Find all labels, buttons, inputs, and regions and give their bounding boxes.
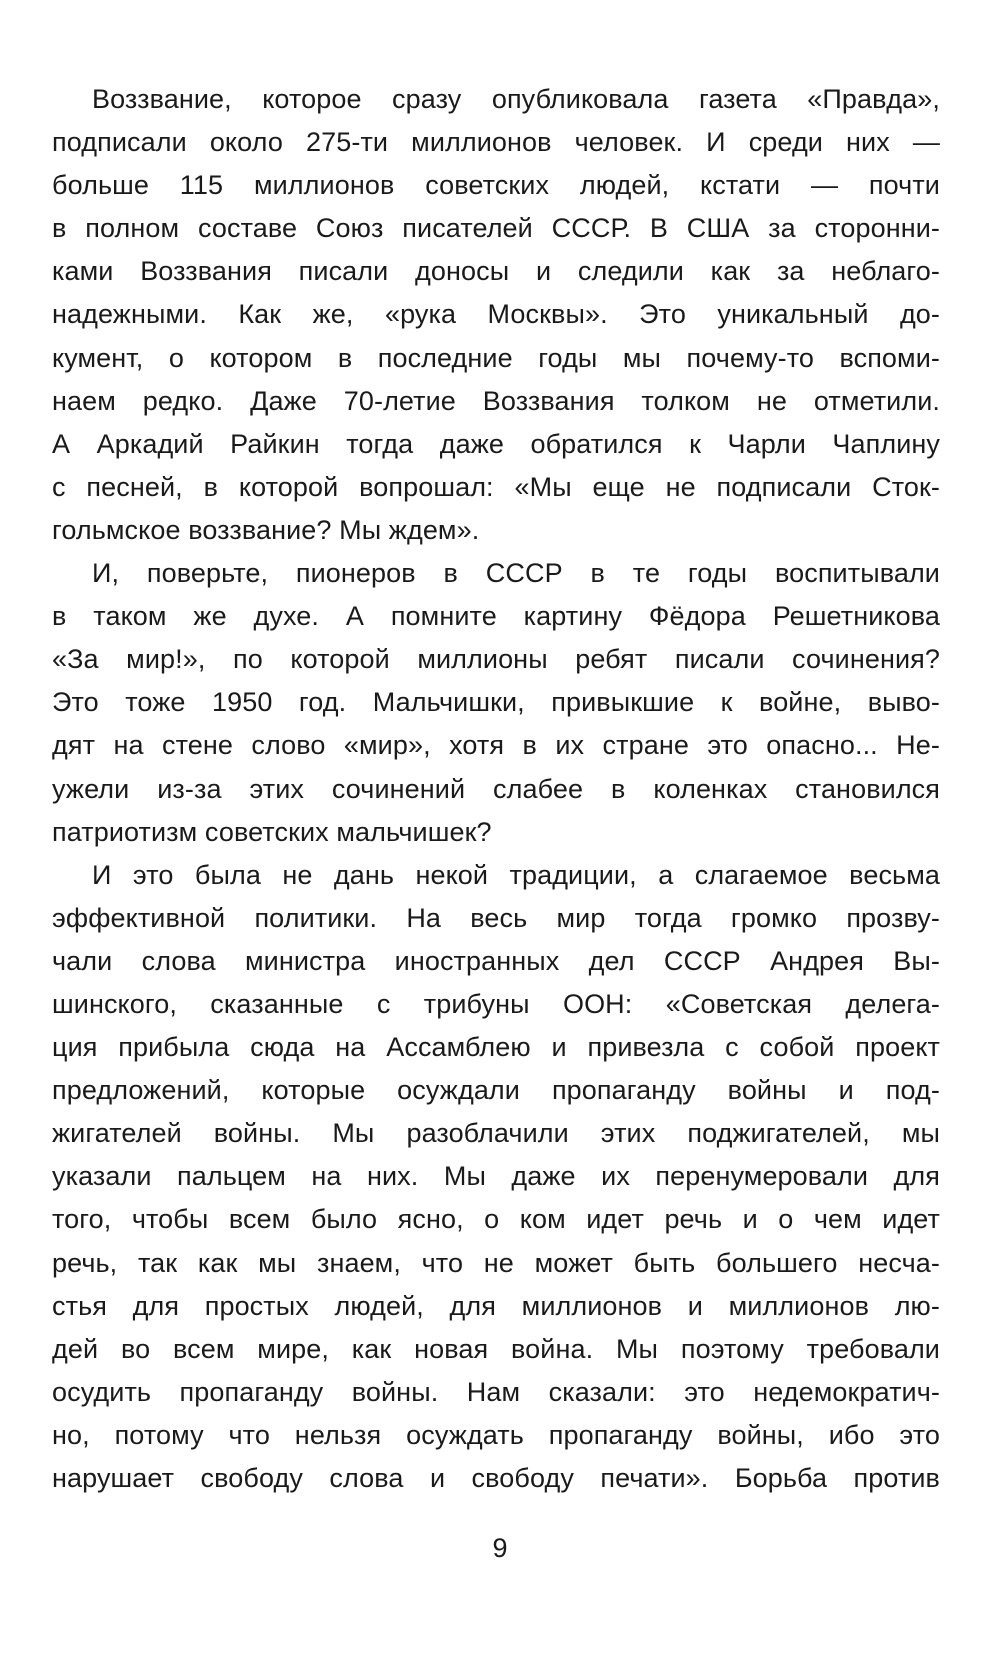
text-line: подписали около 275-ти миллионов человек. И среди них — xyxy=(52,127,940,158)
text-line: эффективной политики. На весь мир тогда громко прозву- xyxy=(52,902,940,933)
text-line: того, чтобы всем было ясно, о ком идет речь и о чем идет xyxy=(52,1204,940,1235)
text-line: Это тоже 1950 год. Мальчишки, привыкшие к войне, выво- xyxy=(52,687,940,718)
text-line: в полном составе Союз писателей СССР. В США за сторонни- xyxy=(52,213,940,244)
text-line: осудить пропаганду войны. Нам сказали: это недемократич- xyxy=(52,1376,940,1407)
text-line: кумент, о котором в последние годы мы почему-то вспоми- xyxy=(52,342,940,373)
text-line: нарушает свободу слова и свободу печати». Борьба против xyxy=(52,1463,940,1493)
text-line: жигателей войны. Мы разоблачили этих поджигателей, мы xyxy=(52,1118,940,1149)
text-line: надежными. Как же, «рука Москвы». Это уникальный до- xyxy=(52,299,940,330)
text-line: с песней, в которой вопрошал: «Мы еще не подписали Сток- xyxy=(52,471,940,502)
text-line: дят на стене слово «мир», хотя в их стране это опасно... Не- xyxy=(52,730,940,761)
text-line: дей во всем мире, как новая война. Мы поэтому требовали xyxy=(52,1333,940,1364)
text-line: И, поверьте, пионеров в СССР в те годы воспитывали xyxy=(92,558,940,589)
text-line: больше 115 миллионов советских людей, кстати — почти xyxy=(52,170,940,201)
text-line: шинского, сказанные с трибуны ООН: «Советская делега- xyxy=(52,988,940,1019)
text-line: И это была не дань некой традиции, а слагаемое весьма xyxy=(92,859,940,890)
text-line: гольмское воззвание? Мы ждем». xyxy=(52,514,480,545)
text-line: Воззвание, которое сразу опубликовала газета «Правда», xyxy=(92,84,940,114)
text-line: А Аркадий Райкин тогда даже обратился к Чарли Чаплину xyxy=(52,428,940,459)
text-line: но, потому что нельзя осуждать пропаганду войны, ибо это xyxy=(52,1419,940,1450)
text-line: речь, так как мы знаем, что не может быть большего несча- xyxy=(52,1247,940,1278)
text-line: стья для простых людей, для миллионов и миллионов лю- xyxy=(52,1290,940,1321)
body-text xyxy=(52,78,940,1500)
text-line: указали пальцем на них. Мы даже их перенумеровали для xyxy=(52,1161,940,1192)
page-number: 9 xyxy=(492,1533,508,1563)
text-line: в таком же духе. А помните картину Фёдора Решетникова xyxy=(52,601,940,632)
text-line: наем редко. Даже 70-летие Воззвания толком не отметили. xyxy=(52,385,940,416)
text-line: патриотизм советских мальчишек? xyxy=(52,816,492,847)
text-line: «За мир!», по которой миллионы ребят писали сочинения? xyxy=(52,644,940,675)
text-line: ция прибыла сюда на Ассамблею и привезла с собой проект xyxy=(52,1032,940,1063)
text-line: предложений, которые осуждали пропаганду войны и под- xyxy=(52,1075,940,1106)
text-line: ками Воззвания писали доносы и следили как за неблаго- xyxy=(52,256,940,287)
text-line: чали слова министра иностранных дел СССР Андрея Вы- xyxy=(52,945,940,976)
text-line: ужели из-за этих сочинений слабее в коленках становился xyxy=(52,773,940,804)
